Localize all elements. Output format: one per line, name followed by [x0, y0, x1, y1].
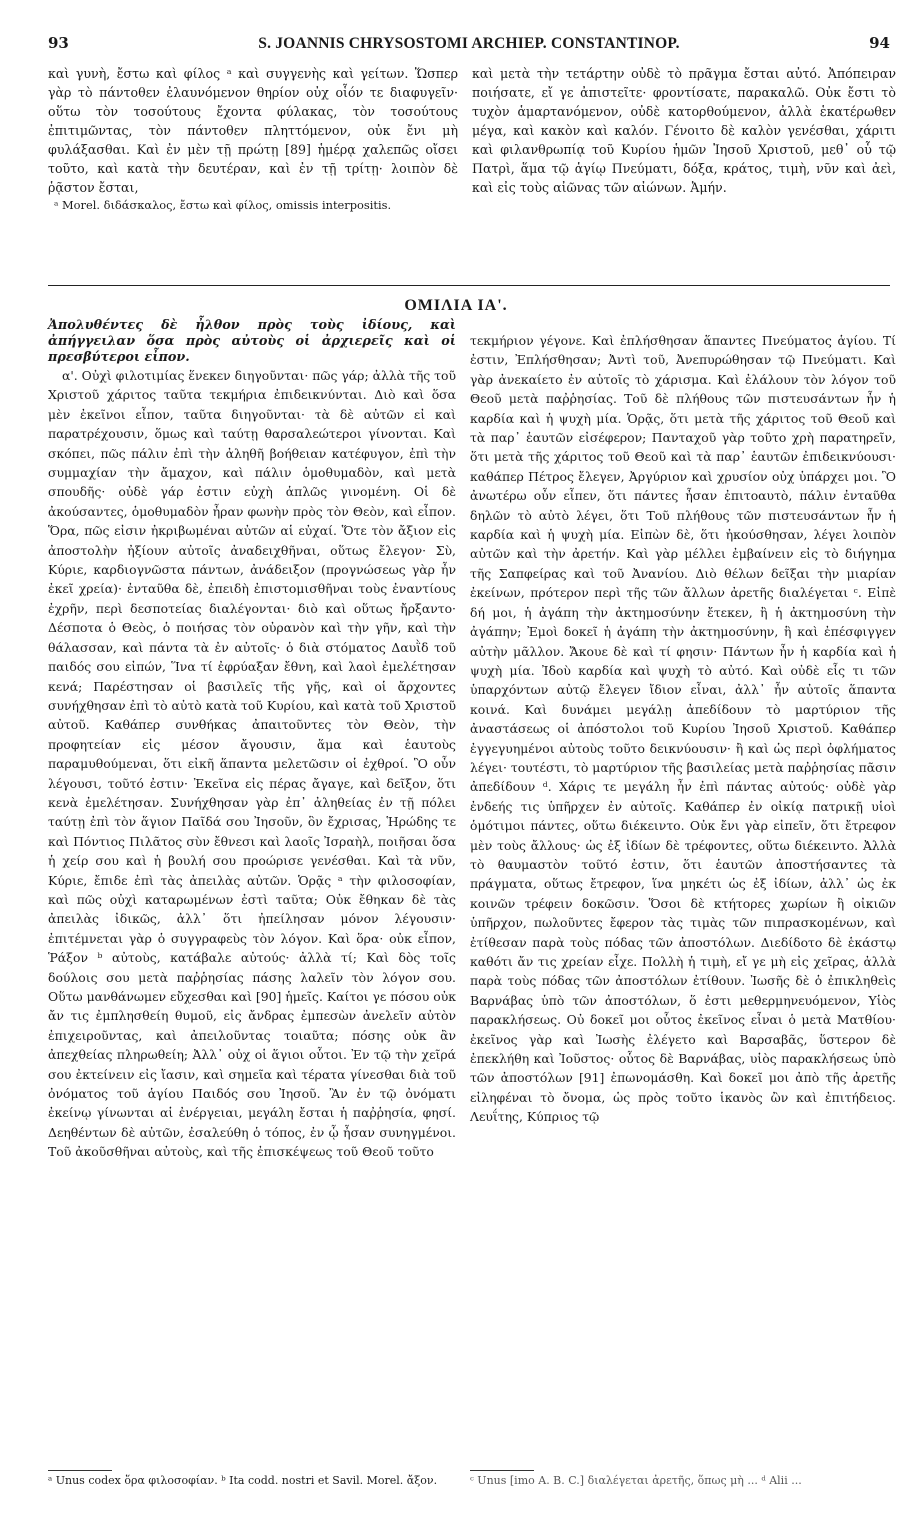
top-left-footnote: ᵃ Morel. διδάσκαλος, ἔστω καὶ φίλος, omissis interpositis.	[54, 198, 392, 212]
main-left-column	[48, 318, 456, 1162]
main-right-text: τεκμήριον γέγονε. Καὶ ἐπλήσθησαν ἅπαντες Πνεύματος ἁγίου. Τί ἐστιν, Ἐπλήσθησαν; Ἀντὶ τοῦ, Ἀνεπυρώθησαν τῷ Πνεύματι. Καὶ γὰρ ἀνεκαίετο ἐν αὐτοῖς τὸ χάρισμα. Καὶ ἐλάλουν τὸν λόγον τοῦ Θεοῦ μετὰ παῤῥησίας. Τοῦ δὲ πλήθους τῶν πιστευσάντων ἦν ἡ καρδία καὶ ἡ ψυχὴ μία. Ὁρᾷς, ὅτι μετὰ τῆς χάριτος τοῦ Θεοῦ καὶ τὰ παρ᾽ ἑαυτῶν εἰσέφερον; Πανταχοῦ γὰρ τοῦτο χρὴ παρατηρεῖν, ὅτι μετὰ τῆς χάριτος τοῦ Θεοῦ καὶ τὰ παρ᾽ ἑαυτῶν ἐπιδεικνύουσι· καθάπερ Πέτρος ἔλεγεν, Ἀργύριον καὶ χρυσίον οὐχ ὑπάρχει μοι. Ὃ ἀνωτέρω οὖν εἶπεν, ὅτι πάντες ἦσαν ἐπιτοαυτὸ, πάλιν ἐνταῦθα δηλῶν τὸ αὐτὸ λέγει, ὅτι Τοῦ πλήθους τῶν πιστευσάντων ἦν ἡ καρδία καὶ ἡ ψυχὴ μία. Εἰπὼν δὲ, ὅτι ἠκούσθησαν, λέγει λοιπὸν αὐτῶν καὶ τὴν ἀρετήν. Καὶ γὰρ μέλλει ἐμβαίνειν εἰς τὸ διήγημα τῆς Σαπφείρας καὶ τοῦ Ἀνανίου. Διὸ θέλων δεῖξαι τὴν μιαρίαν ἐκείνων, πρότερον περὶ τῆς τῶν ἄλλων ἀρετῆς διαλέγεται ᶜ. Εἰπὲ δή μοι, ἡ ἀγάπη τὴν ἀκτημοσύνην ἔτεκεν, ἢ ἡ ἀκτημοσύνη τὴν ἀγάπην; Ἐμοὶ δοκεῖ ἡ ἀγάπη τὴν ἀκτημοσύνην, ἣ καὶ ἐπέσφιγγεν αὐτὴν μᾶλλον. Ἄκουε δὲ καὶ τί φησιν· Πάντων ἦν ἡ καρδία καὶ ἡ ψυχὴ μία. Ἰδοὺ καρδία καὶ ψυχὴ τὸ αὐτό. Καὶ οὐδὲ εἷς τι τῶν ὑπαρχόντων αὐτῷ ἔλεγεν ἴδιον εἶναι, ἀλλ᾽ ἦν αὐτοῖς ἅπαντα κοινά. Καὶ δυνάμει μεγάλῃ ἀπεδίδουν τὸ μαρτύριον τῆς ἀναστάσεως οἱ ἀπόστολοι τοῦ Κυρίου Ἰησοῦ Χριστοῦ. Καθάπερ ἐγγεγυημένοι αὐτοὺς τοῦτο δεικνύουσιν· ἢ καὶ ὡς περὶ ὀφλήματος λέγει· τουτέστι, τὸ μαρτύριον τῆς βασιλείας μετὰ παῤῥησίας πᾶσιν ἀπεδίδουν ᵈ. Χάρις τε μεγάλη ἦν ἐπὶ πάντας αὐτούς· οὐδὲ γὰρ ἐνδεής τις ὑπῆρχεν ἐν αὐτοῖς. Καθάπερ ἐν οἰκίᾳ πατρικῇ υἱοὶ ὁμότιμοι πάντες, οὕτω διέκειντο. Οὐκ ἔνι γὰρ εἰπεῖν, ὅτι ἔτρεφον μὲν τοὺς ἄλλους· ὡς ἐξ ἰδίων δὲ τρέφοντες, οὕτω διέκειντο. Ἀλλὰ τὸ θαυμαστὸν τοῦτό ἐστιν, ὅτι ἑαυτῶν ἀποστήσαντες τὰ πράγματα, οὕτως ἔτρεφον, ἵνα μηκέτι ὡς ἐξ ἰδίων, ἀλλ᾽ ὡς ἐκ κοινῶν τρέφειν δοκῶσιν. Ὅσοι δὲ κτήτορες χωρίων ἢ οἰκιῶν ὑπῆρχον, πωλοῦντες ἔφερον τὰς τιμὰς τῶν πιπρασκομένων, καὶ ἐτίθεσαν παρὰ τοὺς πόδας τῶν ἀποστόλων. Διεδίδοτο δὲ ἑκάστῳ καθότι ἄν τις χρείαν εἶχε. Πολλὴ ἡ τιμὴ, εἴ γε μὴ εἰς χεῖρας, ἀλλὰ παρὰ τοὺς πόδας τῶν ἀποστόλων ἐτίθουν. Ἰωσῆς δὲ ὁ ἐπικληθεὶς Βαρνάβας ὑπὸ τῶν ἀποστόλων, ὅ ἐστι μεθερμηνευόμενον, Υἱὸς παρακλήσεως. Οὐ δοκεῖ μοι οὗτος ἐκεῖνος εἶναι ὁ μετὰ Ματθίου· ἐκεῖνος γὰρ καὶ Ἰωσὴς ἐλέγετο καὶ Βαρσαβᾶς, ὕστερον δὲ ἐπεκλήθη καὶ Ἰοῦστος· οὗτος δὲ Βαρνάβας, υἱὸς παρακλήσεως ὑπὸ τῶν ἀποστόλων [91] ἐπωνομάσθη. Καὶ δοκεῖ μοι ἀπὸ τῆς ἀρετῆς εἰληφέναι τὸ ὄνομα, ὡς πρὸς τοῦτο ἱκανὸς ὢν καὶ ἐπιτήδειος. Λευΐτης, Κύπριος τῷ	[470, 333, 896, 1125]
top-left-column	[48, 64, 458, 213]
top-left-text: καὶ γυνὴ, ἔστω καὶ φίλος ᵃ καὶ συγγενὴς καὶ γείτων. Ὥσπερ γὰρ τὸ πάντοθεν ἐλαυνόμενον θηρίον οὐχ οἷόν τε διαφυγεῖν· οὕτω τὸν τοσούτους ἔχοντα φύλακας, τὸν τοσούτους ἐπιτιμῶντας, τὸν πάντοθεν πληττόμενον, οὐκ ἔνι μὴ φυλάξασθαι. Καὶ ἐν μὲν τῇ πρώτῃ [89] ἡμέρᾳ χαλεπῶς οἴσει τοῦτο, καὶ κατὰ τὴν δευτέραν, καὶ ἐν τῇ τρίτῃ· λοιπὸν δὲ ῥᾷστον ἔσται,	[48, 66, 458, 195]
page-number-left: 93	[48, 34, 69, 52]
top-right-column	[472, 64, 896, 197]
footnote-rule-right	[470, 1470, 534, 1471]
section-divider	[48, 285, 890, 286]
footnote-rule-left	[48, 1470, 112, 1471]
page-number-right: 94	[869, 34, 890, 52]
footnote-left: ᵃ Unus codex ὅρα φιλοσοφίαν. ᵇ Ita codd. nostri et Savil. Morel. ἄξον.	[48, 1474, 438, 1487]
running-title: S. JOANNIS CHRYSOSTOMI ARCHIEP. CONSTANTINOP.	[258, 35, 680, 52]
top-right-text: καὶ μετὰ τὴν τετάρτην οὐδὲ τὸ πρᾶγμα ἔσται αὐτό. Ἀπόπειραν ποιήσατε, εἴ γε ἀπιστεῖτε· φροντίσατε, παρακαλῶ. Οὐκ ἔστι τὸ τυχὸν ἁμαρτανόμενον, οὐδὲ κατορθούμενον, ἀλλὰ ἑκατέρωθεν μέγα, καὶ κακὸν καὶ καλόν. Γένοιτο δὲ καλὸν γενέσθαι, χάριτι καὶ φιλανθρωπίᾳ τοῦ Κυρίου ἡμῶν Ἰησοῦ Χριστοῦ, μεθ᾽ οὗ τῷ Πατρὶ, ἅμα τῷ ἁγίῳ Πνεύματι, δόξα, κράτος, τιμὴ, νῦν καὶ ἀεὶ, καὶ εἰς τοὺς αἰῶνας τῶν αἰώνων. Ἀμήν.	[472, 66, 896, 195]
footnote-right: ᶜ Unus [imo A. B. C.] διαλέγεται ἀρετῆς, ὅπως μὴ ... ᵈ Alii ...	[470, 1474, 802, 1487]
homily-title: ΟΜΙΛΙΑ ΙΑ'.	[404, 297, 508, 314]
page-header	[48, 34, 890, 60]
scripture-lemma: Ἀπολυθέντες δὲ ἦλθον πρὸς τοὺς ἰδίους, καὶ ἀπήγγειλαν ὅσα πρὸς αὐτοὺς οἱ ἀρχιερεῖς καὶ οἱ πρεσβύτεροι εἶπον.	[48, 318, 456, 365]
main-right-column	[470, 331, 896, 1127]
main-left-text: α'. Οὐχὶ φιλοτιμίας ἕνεκεν διηγοῦνται· πῶς γάρ; ἀλλὰ τῆς τοῦ Χριστοῦ χάριτος ταῦτα τεκμήρια ἐπιδεικνύνται. Διὸ καὶ ὅσα μὲν ἐκεῖνοι εἶπον, ταῦτα διηγοῦνται· τὰ δὲ αὐτῶν εἰ καὶ παρατρέχουσιν, ὅμως καὶ ταύτῃ θαρσαλεώτεροι γίνονται. Καὶ σκόπει, πῶς πάλιν ἐπὶ τὴν ἀληθῆ βοήθειαν κατέφυγον, ἐπὶ τὴν συμμαχίαν τὴν ἄμαχον, καὶ πάλιν ὁμοθυμαδὸν, καὶ μετὰ σπουδῆς· οὐδὲ γάρ ἐστιν εὐχὴ ἁπλῶς γινομένη. Οἱ δὲ ἀκούσαντες, ὁμοθυμαδὸν ἦραν φωνὴν πρὸς τὸν Θεὸν, καὶ εἶπον. Ὅρα, πῶς εἰσιν ἠκριβωμέναι αὐτῶν αἱ εὐχαί. Ὅτε τὸν ἄξιον εἰς ἀποστολὴν ἠξίουν αὐτοῖς ἀναδειχθῆναι, οὕτως ἔλεγον· Σὺ, Κύριε, καρδιογνῶστα πάντων, ἀνάδειξον (προγνώσεως γὰρ ἦν ἐκεῖ χρεία)· ἐνταῦθα δὲ, ἐπειδὴ ἐπιστομισθῆναι τοὺς ἐναντίους ἐχρῆν, περὶ δεσποτείας διαλέγονται· διὸ καὶ οὕτως ἤρξαντο· Δέσποτα ὁ Θεὸς, ὁ ποιήσας τὸν οὐρανὸν καὶ τὴν γῆν, καὶ τὴν θάλασσαν, καὶ πάντα τὰ ἐν αὐτοῖς· ὁ διὰ στόματος Δαυῒδ τοῦ παιδός σου εἰπών, Ἵνα τί ἐφρύαξαν ἔθνη, καὶ λαοὶ ἐμελέτησαν κενά; Παρέστησαν οἱ βασιλεῖς τῆς γῆς, καὶ οἱ ἄρχοντες συνήχθησαν ἐπὶ τὸ αὐτὸ κατὰ τοῦ Κυρίου, καὶ κατὰ τοῦ Χριστοῦ αὐτοῦ. Καθάπερ συνθήκας ἀπαιτοῦντες τὸν Θεὸν, τὴν προφητείαν εἰς μέσον ἄγουσιν, ἅμα καὶ ἑαυτοὺς παραμυθούμεναι, ὅτι εἰκῆ ἅπαντα μελετῶσιν οἱ ἐχθροί. Ὃ οὖν λέγουσι, τοῦτό ἐστιν· Ἐκεῖνα εἰς πέρας ἄγαγε, καὶ δεῖξον, ὅτι κενὰ ἐμελέτησαν. Συνήχθησαν γὰρ ἐπ᾽ ἀληθείας ἐν τῇ πόλει ταύτῃ ἐπὶ τὸν ἅγιον Παῖδά σου Ἰησοῦν, ὃν ἔχρισας, Ἡρώδης τε καὶ Πόντιος Πιλᾶτος σὺν ἔθνεσι καὶ λαοῖς Ἰσραὴλ, ποιῆσαι ὅσα ἡ χείρ σου καὶ ἡ βουλή σου προώρισε γενέσθαι. Καὶ τὰ νῦν, Κύριε, ἔπιδε ἐπὶ τὰς ἀπειλὰς αὐτῶν. Ὁρᾷς ᵃ τὴν φιλοσοφίαν, καὶ πῶς οὐχὶ καταρωμένων ἐστὶ ταῦτα; Οὐκ ἔθηκαν δὲ τὰς ἀπειλὰς ἰδικῶς, ἀλλ᾽ ὅτι ἠπείλησαν μόνον λέγουσιν· ἐπιτέμνεται γὰρ ὁ συγγραφεὺς τὸν λόγον. Καὶ ὅρα· οὐκ εἶπον, Ῥάξον ᵇ αὐτοὺς, κατάβαλε αὐτούς· ἀλλὰ τί; Καὶ δὸς τοῖς δούλοις σου μετὰ παῤῥησίας πάσης λαλεῖν τὸν λόγον σου. Οὕτω μανθάνωμεν εὔχεσθαι καὶ [90] ἡμεῖς. Καίτοι γε πόσου οὐκ ἄν τις ἐμπλησθείη θυμοῦ, εἰς ἄνδρας ἐμπεσὼν ἀνελεῖν αὐτὸν ἐπιχειροῦντας, καὶ ἀπειλοῦντας τοιαῦτα; πόσης οὐκ ἂν ἀπεχθείας πληρωθείη; Ἀλλ᾽ οὐχ οἱ ἅγιοι οὗτοι. Ἐν τῷ τὴν χεῖρά σου ἐκτείνειν εἰς ἴασιν, καὶ σημεῖα καὶ τέρατα γίνεσθαι διὰ τοῦ ὀνόματος τοῦ ἁγίου Παιδός σου Ἰησοῦ. Ἂν ἐν τῷ ὀνόματι ἐκείνῳ γίνωνται αἱ ἐνέργειαι, μεγάλη ἔσται ἡ παῤῥησία, φησί. Δεηθέντων δὲ αὐτῶν, ἐσαλεύθη ὁ τόπος, ἐν ᾧ ἦσαν συνηγμένοι. Τοῦ ἀκοῦσθῆναι αὐτοὺς, καὶ τῆς ἐπισκέψεως τοῦ Θεοῦ τοῦτο	[48, 368, 456, 1160]
